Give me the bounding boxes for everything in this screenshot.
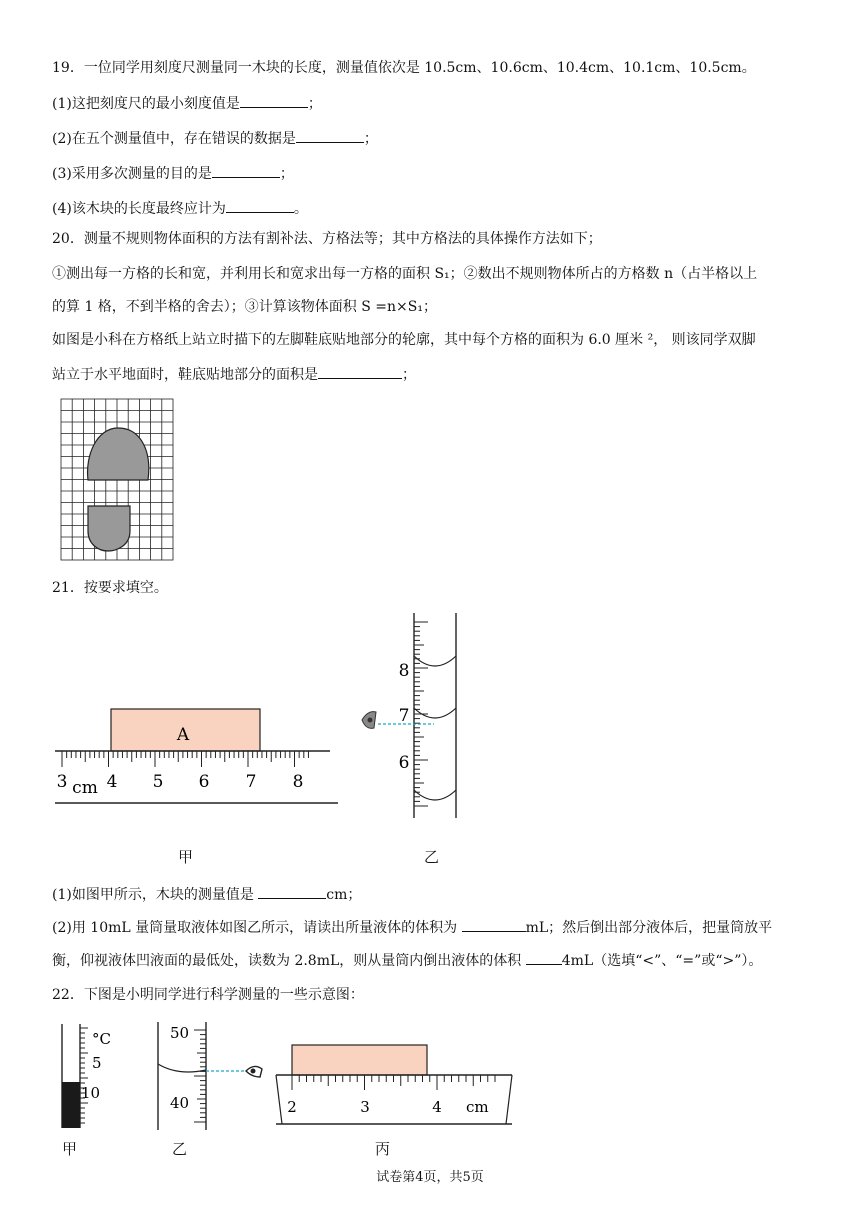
cyl-label-7: 7 xyxy=(398,706,410,726)
tick-label-8: 8 xyxy=(292,772,304,792)
answer-blank[interactable] xyxy=(212,163,280,178)
ruler22-ticks xyxy=(292,1075,495,1090)
q21-p2-end: mL；然后倒出部分液体后，把量筒放平 xyxy=(525,920,773,936)
q19-p3-end: ； xyxy=(279,166,294,182)
caption-22-yi: 乙 xyxy=(172,1140,188,1158)
answer-blank[interactable] xyxy=(296,128,364,143)
q21-p2-text: (2)用 10mL 量筒量取液体如图乙所示，请读出所量液体的体积为 xyxy=(52,920,462,936)
q21-stem xyxy=(52,578,168,598)
cyl-label-6: 6 xyxy=(398,753,410,773)
q20-stem xyxy=(52,229,602,249)
ruler22-unit: cm xyxy=(466,1098,489,1116)
answer-blank[interactable] xyxy=(526,950,562,965)
q21-p1-end: cm； xyxy=(326,887,362,903)
q19-p3-text: (3)采用多次测量的目的是 xyxy=(52,166,212,182)
q21-part2 xyxy=(52,917,772,938)
q22-stem-text: 22．下图是小明同学进行科学测量的一些示意图： xyxy=(52,987,364,1003)
q19-p1-end: ； xyxy=(307,96,322,112)
tick-label-7: 7 xyxy=(245,772,257,792)
caption-22-jia: 甲 xyxy=(62,1140,78,1158)
thermo-ticks xyxy=(80,1028,88,1123)
cyl22-label-40: 40 xyxy=(170,1094,190,1112)
q21-p2-line2-text: 衡，仰视液体凹液面的最低处，读数为 2.8mL，则从量筒内倒出液体的体积 xyxy=(52,953,526,969)
q20-line5 xyxy=(52,364,416,385)
block-label: A xyxy=(176,725,190,745)
q20-line5-end: ； xyxy=(402,367,416,383)
q19-p2-end: ； xyxy=(363,131,378,147)
answer-blank[interactable] xyxy=(240,93,308,108)
q20-line4 xyxy=(52,330,756,350)
wood-block-bing xyxy=(292,1045,427,1075)
q21-part2-line2 xyxy=(52,950,762,971)
q21-part1 xyxy=(52,884,361,905)
eye-icon xyxy=(362,712,376,729)
meniscus-lower xyxy=(414,790,456,800)
q22-stem xyxy=(52,985,364,1005)
shoe-heel xyxy=(88,506,130,551)
q21-stem-text: 21．按要求填空。 xyxy=(52,580,168,596)
q19-p1-text: (1)这把刻度尺的最小刻度值是 xyxy=(52,96,240,112)
meniscus-upper xyxy=(414,656,456,666)
grid-shoe-figure xyxy=(60,398,175,562)
meniscus-middle xyxy=(414,708,456,718)
ruler-figure-jia xyxy=(50,700,350,810)
thermo-liquid-column xyxy=(62,1082,80,1128)
cyl-label-8: 8 xyxy=(398,661,410,681)
ruler22-label-3: 3 xyxy=(360,1098,370,1116)
tick-label-5: 5 xyxy=(152,772,164,792)
ruler22-label-4: 4 xyxy=(432,1098,442,1116)
thermo-label-10: 10 xyxy=(81,1084,101,1102)
ruler22-left-cut xyxy=(276,1075,282,1124)
answer-blank[interactable] xyxy=(226,198,294,213)
page-footer: 试卷第4页，共5页 xyxy=(376,1170,484,1185)
q19-p4-end: 。 xyxy=(293,201,308,217)
tick-label-3: 3 xyxy=(56,772,68,792)
caption-jia: 甲 xyxy=(178,848,194,866)
tick-label-6: 6 xyxy=(198,772,210,792)
q19-part1 xyxy=(52,93,322,114)
ruler22-label-2: 2 xyxy=(287,1098,297,1116)
cyl22-meniscus xyxy=(158,1064,206,1072)
cyl22-label-50: 50 xyxy=(170,1024,190,1042)
ruler-ticks xyxy=(62,751,308,767)
eye-icon-22 xyxy=(246,1066,262,1077)
q21-p2-line2-end: 4mL（选填“<”、“=”或“>”）。 xyxy=(561,953,763,969)
q21-p1-text: (1)如图甲所示，木块的测量值是 xyxy=(52,887,259,903)
cylinder-figure-22 xyxy=(150,1020,280,1132)
q20-line4-text: 如图是小科在方格纸上站立时描下的左脚鞋底贴地部分的轮廓，其中每个方格的面积为 6.0 厘米 ²， 则该同学双脚 xyxy=(52,332,756,348)
caption-yi: 乙 xyxy=(424,848,440,866)
answer-blank[interactable] xyxy=(462,917,526,932)
q20-line3 xyxy=(52,297,437,317)
thermo-label-5: 5 xyxy=(92,1054,102,1072)
q20-line5-text: 站立于水平地面时，鞋底贴地部分的面积是 xyxy=(52,367,318,383)
q19-part4 xyxy=(52,198,308,219)
ruler22-right-cut xyxy=(506,1075,512,1124)
q19-part2 xyxy=(52,128,378,149)
q19-part3 xyxy=(52,163,294,184)
q20-line3-text: 的算 1 格，不到半格的舍去）；③计算该物体面积 S =n×S₁； xyxy=(52,299,437,315)
unit-cm: cm xyxy=(72,778,98,798)
q20-line2 xyxy=(52,264,757,284)
tick-label-4: 4 xyxy=(106,772,118,792)
ruler-figure-bing xyxy=(274,1040,519,1130)
answer-blank[interactable] xyxy=(318,364,402,379)
thermometer-figure xyxy=(52,1020,122,1132)
q20-line2-text: ①测出每一方格的长和宽，并利用长和宽求出每一方格的面积 S₁；②数出不规则物体所占的方格数 n（占半格以上 xyxy=(52,266,758,282)
q20-stem-text: 20．测量不规则物体面积的方法有割补法、方格法等；其中方格法的具体操作方法如下； xyxy=(52,231,602,247)
thermo-unit: °C xyxy=(92,1030,111,1048)
caption-22-bing: 丙 xyxy=(375,1140,391,1158)
answer-blank[interactable] xyxy=(258,884,326,899)
q19-p2-text: (2)在五个测量值中，存在错误的数据是 xyxy=(52,131,296,147)
cylinder-figure-yi xyxy=(350,608,470,823)
q19-p4-text: (4)该木块的长度最终应计为 xyxy=(52,201,226,217)
q19-stem-text: 19．一位同学用刻度尺测量同一木块的长度，测量值依次是 10.5cm、10.6cm、10.4cm、10.1cm、10.5cm。 xyxy=(52,60,756,76)
q19-stem xyxy=(52,58,756,78)
cyl22-ticks xyxy=(194,1030,206,1122)
